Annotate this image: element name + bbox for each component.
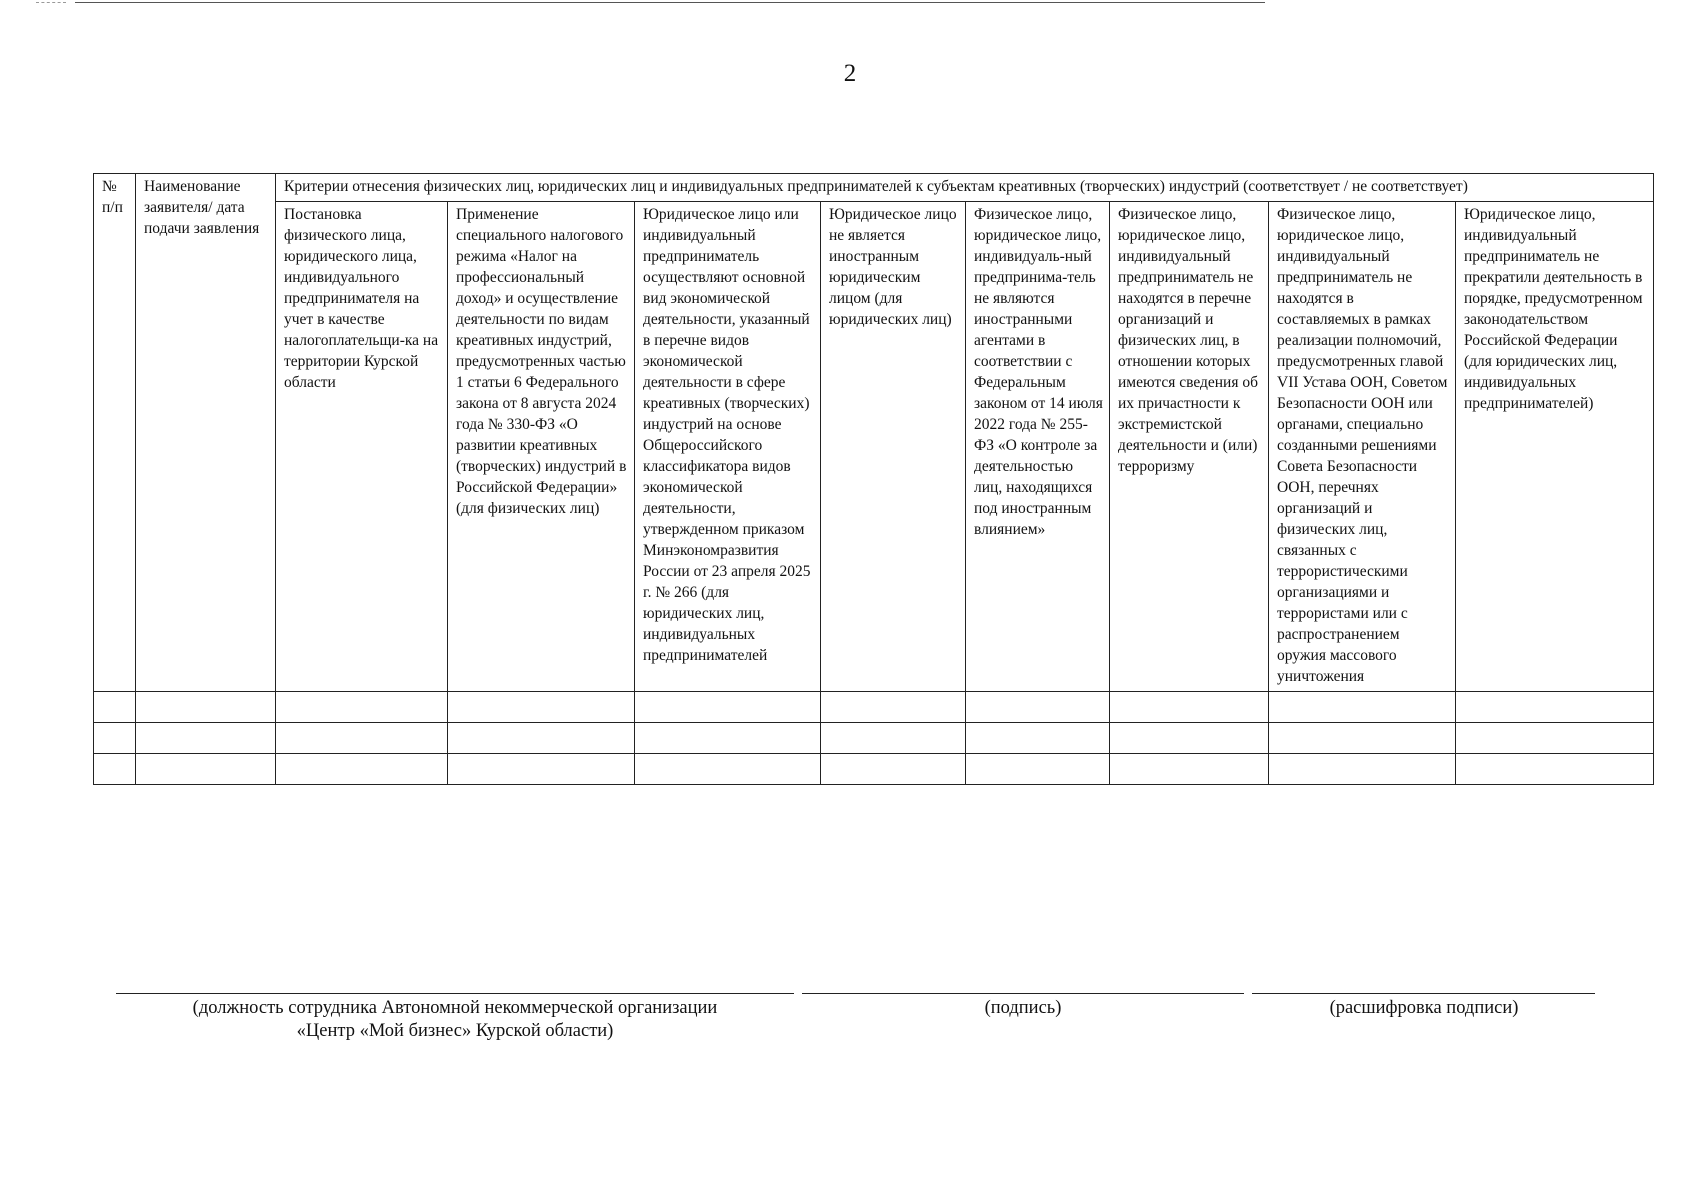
criterion-tax-registration: Постановка физического лица, юридического лица, индивидуального предпринимателя на учет в качестве налогоплательщи-ка на территории Курской области <box>276 202 448 692</box>
col-applicant-header: Наименование заявителя/ дата подачи заявления <box>136 174 276 692</box>
table-cell[interactable] <box>821 754 966 785</box>
table-cell[interactable] <box>276 692 448 723</box>
position-caption: (должность сотрудника Автономной некоммерческой организации «Центр «Мой бизнес» Курской области) <box>192 998 718 1041</box>
table-cell[interactable] <box>94 754 136 785</box>
top-rule <box>75 2 1265 3</box>
table-cell[interactable] <box>821 692 966 723</box>
criteria-table <box>93 173 1654 785</box>
criterion-not-foreign-agent: Физическое лицо, юридическое лицо, индивидуаль-ный предпринима-тель не являются иностранными агентами в соответствии с Федеральным законом от 14 июля 2022 года № 255-ФЗ «О контроле за деятельностью лиц, находящихся под иностранным влиянием» <box>966 202 1110 692</box>
criteria-row <box>94 202 1654 692</box>
page-number: 2 <box>843 60 857 87</box>
criterion-not-ceased-activity: Юридическое лицо, индивидуальный предприниматель не прекратили деятельность в порядке, предусмотренном законодательством Российской Федерации (для юридических лиц, индивидуальных предпринимателей) <box>1456 202 1654 692</box>
criterion-not-extremist-list: Физическое лицо, юридическое лицо, индивидуальный предприниматель не находятся в перечне организаций и физических лиц, в отношении которых имеются сведения об их причастности к экстремистской деятельности и (или) терроризму <box>1110 202 1269 692</box>
table-cell[interactable] <box>1110 723 1269 754</box>
table-cell[interactable] <box>276 723 448 754</box>
scan-edge-mark <box>36 2 66 3</box>
decryption-caption: (расшифровка подписи) <box>1329 998 1519 1018</box>
table-cell[interactable] <box>635 692 821 723</box>
table-cell[interactable] <box>1269 723 1456 754</box>
table-cell[interactable] <box>276 754 448 785</box>
table-cell[interactable] <box>821 723 966 754</box>
table-cell[interactable] <box>136 754 276 785</box>
table-cell[interactable] <box>94 692 136 723</box>
table-row <box>94 692 1654 723</box>
table-row <box>94 754 1654 785</box>
table-cell[interactable] <box>136 692 276 723</box>
table-cell[interactable] <box>1110 754 1269 785</box>
table-cell[interactable] <box>448 754 635 785</box>
table-cell[interactable] <box>1269 754 1456 785</box>
table-cell[interactable] <box>1456 692 1654 723</box>
table-cell[interactable] <box>94 723 136 754</box>
table-cell[interactable] <box>448 692 635 723</box>
table-cell[interactable] <box>1110 692 1269 723</box>
signature-line[interactable] <box>802 993 1244 994</box>
signature-caption: (подпись) <box>984 998 1062 1018</box>
table-cell[interactable] <box>966 723 1110 754</box>
criterion-not-un-sanctions-list: Физическое лицо, юридическое лицо, индивидуальный предприниматель не находятся в составляемых в рамках реализации полномочий, предусмотренных главой VII Устава ООН, Советом Безопасности ООН или органами, специально созданными решениями Совета Безопасности ООН, перечнях организаций и физических лиц, связанных с террористическими организациями и террористами или с распространением оружия массового уничтожения <box>1269 202 1456 692</box>
criteria-group-header: Критерии отнесения физических лиц, юридических лиц и индивидуальных предпринимателей к субъектам креативных (творческих) индустрий (соответствует / не соответствует) <box>276 174 1654 202</box>
position-signature-line[interactable] <box>116 993 794 994</box>
table-row <box>94 723 1654 754</box>
criterion-professional-income-tax: Применение специального налогового режима «Налог на профессиональный доход» и осуществление деятельности по видам креативных индустрий, предусмотренных частью 1 статьи 6 Федерального закона от 8 августа 2024 года № 330-ФЗ «О развитии креативных (творческих) индустрий в Российской Федерации» (для физических лиц) <box>448 202 635 692</box>
table-cell[interactable] <box>1269 692 1456 723</box>
criterion-not-foreign-entity: Юридическое лицо не является иностранным юридическим лицом (для юридических лиц) <box>821 202 966 692</box>
table-cell[interactable] <box>1456 754 1654 785</box>
table-cell[interactable] <box>966 754 1110 785</box>
col-number-header: № п/п <box>94 174 136 692</box>
table-cell[interactable] <box>136 723 276 754</box>
table-cell[interactable] <box>635 754 821 785</box>
table-cell[interactable] <box>635 723 821 754</box>
decryption-signature-line[interactable] <box>1252 993 1595 994</box>
table-cell[interactable] <box>448 723 635 754</box>
table-cell[interactable] <box>1456 723 1654 754</box>
table-cell[interactable] <box>966 692 1110 723</box>
header-row <box>94 174 1654 202</box>
criterion-main-activity: Юридическое лицо или индивидуальный предприниматель осуществляют основной вид экономической деятельности, указанный в перечне видов экономической деятельности в сфере креативных (творческих) индустрий на основе Общероссийского классификатора видов экономической деятельности, утвержденном приказом Минэкономразвития России от 23 апреля 2025 г. № 266 (для юридических лиц, индивидуальных предпринимателей <box>635 202 821 692</box>
